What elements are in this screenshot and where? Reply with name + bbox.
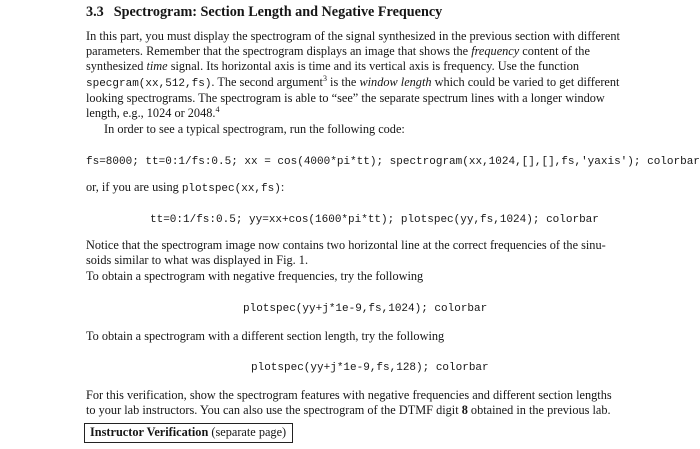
para1-line4-text: . The second argument	[211, 75, 323, 89]
instructor-verification-box	[84, 423, 293, 443]
para5-line2	[86, 403, 611, 418]
para3-line2: soids similar to what was displayed in Fig. 1.	[86, 253, 309, 267]
para1-line5: looking spectrograms. The spectrogram is able to “see” the separate spectrum lines with a longer window	[86, 91, 605, 105]
para1-line6-text: length, e.g., 1024 or 2048.	[86, 106, 216, 120]
para1-line2-end: content of the	[519, 44, 590, 58]
para1-line4-end: which could be varied to get different	[431, 75, 620, 89]
para3-line3: To obtain a spectrogram with negative frequencies, try the following	[86, 269, 424, 283]
para1-line1: In this part, you must display the spectrogram of the signal synthesized in the previous section with different	[86, 29, 620, 43]
para3-line1: Notice that the spectrogram image now contains two horizontal line at the correct frequencies of the sinu-	[86, 238, 606, 252]
code-block-3: plotspec(yy+j*1e-9,fs,1024); colorbar	[243, 303, 488, 315]
para1-line2-text: parameters. Remember that the spectrogram displays an image that shows the	[86, 44, 472, 58]
code-block-1: fs=8000; tt=0:1/fs:0.5; xx = cos(4000*pi*tt); spectrogram(xx,1024,[],[],fs,'yaxis'); colorbar	[86, 156, 700, 168]
section-title: Spectrogram: Section Length and Negative Frequency	[113, 4, 443, 20]
section-number: 3.3	[86, 4, 104, 20]
para1-line2	[86, 44, 590, 59]
para1-line6	[86, 106, 219, 121]
para5-line2-end: obtained in the previous lab.	[467, 403, 611, 417]
specgram-code: specgram(xx,512,fs)	[86, 78, 212, 90]
time-emphasis: time	[146, 59, 168, 73]
frequency-emphasis: frequency	[471, 44, 520, 58]
code-block-2: tt=0:1/fs:0.5; yy=xx+cos(1600*pi*tt); plotspec(yy,fs,1024); colorbar	[150, 214, 599, 226]
para1-line3-end: signal. Its horizontal axis is time and its vertical axis is frequency. Use the function	[167, 59, 580, 73]
para1-line3	[86, 59, 579, 74]
para2-text: In order to see a typical spectrogram, run the following code:	[104, 122, 405, 136]
or-line	[86, 180, 284, 197]
verification-note: (separate page)	[208, 425, 287, 439]
para4-text: To obtain a spectrogram with a different section length, try the following	[86, 329, 445, 343]
section-heading	[86, 4, 442, 21]
window-length-emphasis: window length	[359, 75, 432, 89]
para5-line1: For this verification, show the spectrogram features with negative frequencies and different section lengths	[86, 388, 612, 402]
verification-label: Instructor Verification	[90, 425, 209, 439]
para1-line3-text: synthesized	[86, 59, 147, 73]
footnote-4: 4	[215, 105, 220, 114]
para1-line4	[86, 75, 619, 92]
or-line-colon: :	[280, 180, 285, 194]
footnote-3: 3	[322, 74, 327, 83]
or-line-text: or, if you are using	[86, 180, 182, 194]
dtmf-digit: 8	[461, 403, 468, 417]
para1-line4-text2: is the	[326, 75, 360, 89]
code-block-4: plotspec(yy+j*1e-9,fs,128); colorbar	[251, 362, 489, 374]
para5-line2-text: to your lab instructors. You can also use the spectrogram of the DTMF digit	[86, 403, 462, 417]
plotspec-code: plotspec(xx,fs)	[181, 183, 281, 195]
